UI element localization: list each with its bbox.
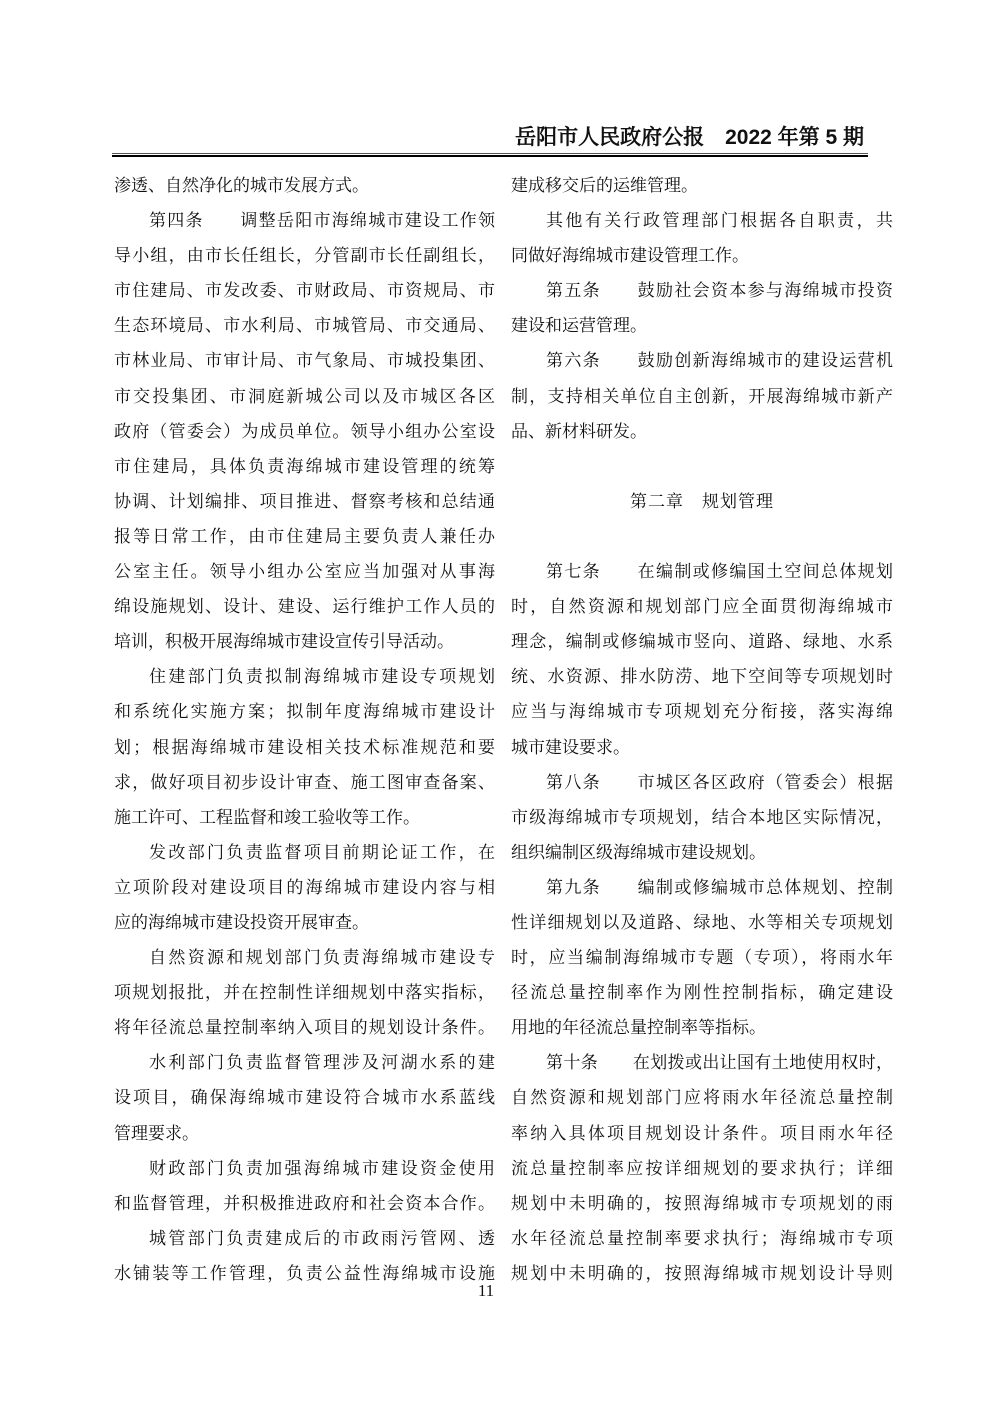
text-line: 第五条 鼓励社会资本参与海绵城市投资 [546, 281, 893, 301]
text-line: 报等日常工作，由市住建局主要负责人兼任办 [114, 526, 495, 546]
text-line: 项规划报批，并在控制性详细规划中落实指标， [114, 983, 495, 1003]
header-rule-thick-line [112, 155, 868, 157]
text-line: 财政部门负责加强海绵城市建设资金使用 [149, 1158, 495, 1178]
text-line: 市级海绵城市专项规划，结合本地区实际情况， [511, 807, 893, 827]
text-line: 同做好海绵城市建设管理工作。 [511, 246, 749, 266]
text-line: 政府（管委会）为成员单位。领导小组办公室设 [114, 421, 495, 441]
text-line: 生态环境局、市水利局、市城管局、市交通局、 [114, 316, 495, 336]
text-line: 市林业局、市审计局、市气象局、市城投集团、 [114, 351, 495, 371]
chapter-heading: 第二章 规划管理 [630, 491, 774, 511]
text-line: 自然资源和规划部门应将雨水年径流总量控制 [511, 1088, 893, 1108]
gazette-header-title: 岳阳市人民政府公报 2022 年第 5 期 [515, 126, 864, 149]
text-line: 组织编制区级海绵城市建设规划。 [511, 842, 766, 862]
text-line: 水年径流总量控制率要求执行；海绵城市专项 [511, 1228, 893, 1248]
text-line: 市住建局，具体负责海绵城市建设管理的统筹 [114, 456, 495, 476]
text-line: 住建部门负责拟制海绵城市建设专项规划 [149, 667, 495, 687]
text-line: 第六条 鼓励创新海绵城市的建设运营机 [546, 351, 893, 371]
text-line: 用地的年径流总量控制率等指标。 [511, 1018, 766, 1038]
text-line: 第十条 在划拨或出让国有土地使用权时， [546, 1053, 893, 1073]
text-line: 城管部门负责建成后的市政雨污管网、透 [149, 1228, 495, 1248]
text-line: 时，应当编制海绵城市专题（专项），将雨水年 [511, 948, 893, 968]
text-line: 制，支持相关单位自主创新，开展海绵城市新产 [511, 386, 893, 406]
text-line: 水铺装等工作管理，负责公益性海绵城市设施 [114, 1263, 495, 1283]
text-line: 发改部门负责监督项目前期论证工作，在 [149, 842, 495, 862]
text-line: 培训，积极开展海绵城市建设宣传引导活动。 [114, 632, 454, 652]
text-line: 设项目，确保海绵城市建设符合城市水系蓝线 [114, 1088, 495, 1108]
text-line: 应当与海绵城市专项规划充分衔接，落实海绵 [511, 702, 893, 722]
text-line: 第九条 编制或修编城市总体规划、控制 [546, 877, 893, 897]
text-line: 和系统化实施方案；拟制年度海绵城市建设计 [114, 702, 495, 722]
text-line: 渗透、自然净化的城市发展方式。 [114, 176, 369, 195]
text-line: 规划中未明确的，按照海绵城市规划设计导则 [511, 1263, 893, 1283]
text-line: 规划中未明确的，按照海绵城市专项规划的雨 [511, 1193, 893, 1213]
text-line: 其他有关行政管理部门根据各自职责，共 [546, 211, 893, 231]
text-line: 划；根据海绵城市建设相关技术标准规范和要 [114, 737, 495, 757]
text-line: 率纳入具体项目规划设计条件。项目雨水年径 [511, 1123, 893, 1143]
text-line: 水利部门负责监督管理涉及河湖水系的建 [149, 1053, 495, 1073]
text-line: 立项阶段对建设项目的海绵城市建设内容与相 [114, 877, 495, 897]
text-line: 性详细规划以及道路、绿地、水等相关专项规划 [511, 912, 893, 932]
text-line: 建成移交后的运维管理。 [511, 176, 698, 195]
text-line: 品、新材料研发。 [511, 421, 647, 441]
blank-line [511, 519, 893, 554]
text-line: 第四条 调整岳阳市海绵城市建设工作领 [149, 211, 495, 231]
text-line: 第七条 在编制或修编国土空间总体规划 [546, 562, 893, 582]
text-line: 协调、计划编排、项目推进、督察考核和总结通 [114, 491, 495, 511]
text-line: 城市建设要求。 [511, 737, 630, 757]
text-line: 时，自然资源和规划部门应全面贯彻海绵城市 [511, 597, 893, 617]
text-line: 导小组，由市长任组长，分管副市长任副组长， [114, 246, 495, 266]
blank-line [511, 449, 893, 484]
text-line: 流总量控制率应按详细规划的要求执行；详细 [511, 1158, 893, 1178]
left-column [114, 168, 495, 1291]
text-line: 求，做好项目初步设计审查、施工图审查备案、 [114, 772, 495, 792]
text-line: 公室主任。领导小组办公室应当加强对从事海 [114, 562, 495, 582]
text-line: 理念，编制或修编城市竖向、道路、绿地、水系 [511, 632, 893, 652]
text-line: 建设和运营管理。 [511, 316, 647, 336]
text-line: 将年径流总量控制率纳入项目的规划设计条件。 [114, 1018, 495, 1038]
text-line: 绵设施规划、设计、建设、运行维护工作人员的 [114, 597, 495, 617]
text-line: 市住建局、市发改委、市财政局、市资规局、市 [114, 281, 495, 301]
right-column [511, 168, 893, 1291]
text-line: 和监督管理，并积极推进政府和社会资本合作。 [114, 1193, 495, 1213]
text-line: 应的海绵城市建设投资开展审查。 [114, 912, 369, 932]
text-line: 市交投集团、市洞庭新城公司以及市城区各区 [114, 386, 495, 406]
text-line: 施工许可、工程监督和竣工验收等工作。 [114, 807, 420, 827]
text-line: 自然资源和规划部门负责海绵城市建设专 [149, 948, 495, 968]
page-number: 11 [477, 1281, 495, 1300]
header-rule-thin-line [112, 153, 868, 154]
header-rule [112, 153, 868, 157]
text-line: 统、水资源、排水防涝、地下空间等专项规划时 [511, 667, 893, 687]
text-line: 径流总量控制率作为刚性控制指标，确定建设 [511, 983, 893, 1003]
text-line: 管理要求。 [114, 1123, 199, 1143]
text-line: 第八条 市城区各区政府（管委会）根据 [546, 772, 893, 792]
